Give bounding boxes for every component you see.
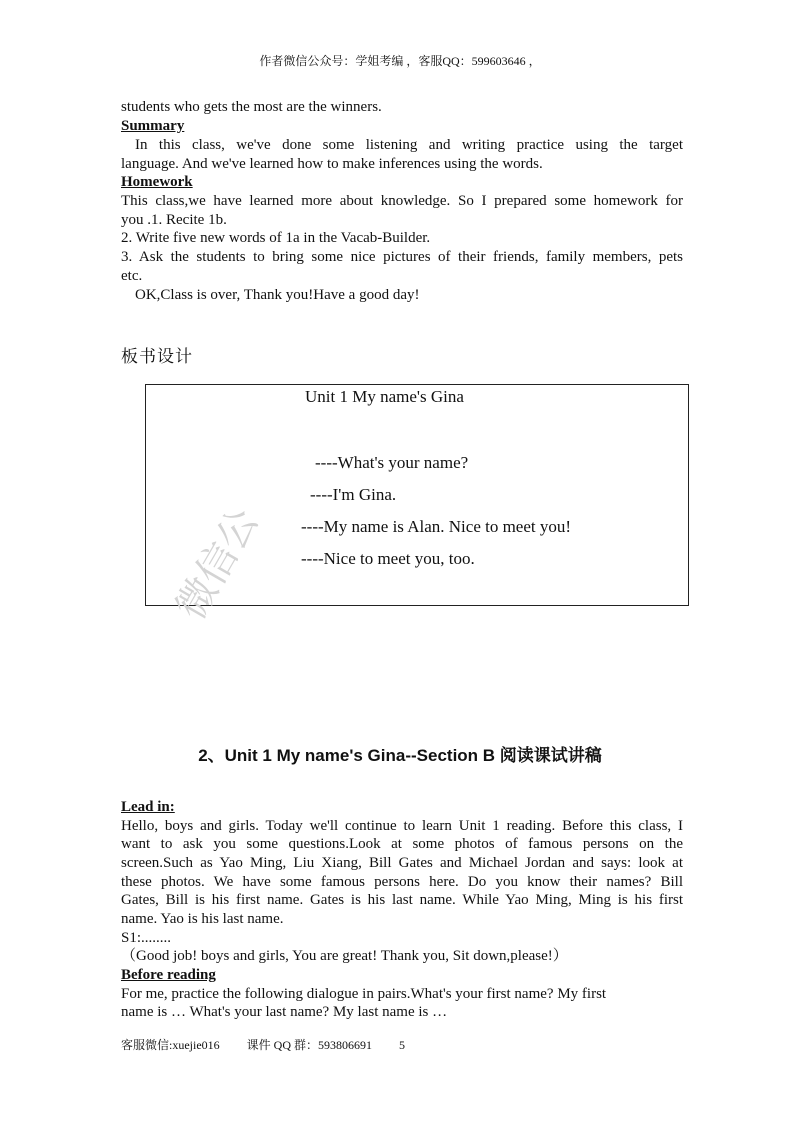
footer-qq-group: 课件 QQ 群：593806691 bbox=[246, 1038, 372, 1052]
text-line: screen.Such as Yao Ming, Liu Xiang, Bill Gates and Michael Jordan and says: look at bbox=[121, 855, 683, 871]
text-line: 2. Write five new words of 1a in the Vacab-Builder. bbox=[121, 230, 431, 246]
summary-heading: Summary bbox=[121, 118, 185, 134]
text-line: Gates, Bill is his first name. Gates is his last name. While Yao Ming, Ming is his first bbox=[121, 892, 683, 908]
text-line: This class,we have learned more about knowledge. So I prepared some homework for bbox=[121, 193, 683, 209]
board-line: ----My name is Alan. Nice to meet you! bbox=[301, 517, 572, 536]
watermark: 微信公 bbox=[167, 500, 268, 628]
text-line: 3. Ask the students to bring some nice pictures of their friends, family members, pets bbox=[121, 249, 683, 265]
text-line: etc. bbox=[121, 268, 143, 284]
text-line: For me, practice the following dialogue in pairs.What's your first name? My first bbox=[121, 986, 607, 1002]
text-line: want to ask you some questions.Look at some photos of famous persons on the bbox=[121, 836, 683, 852]
footer-wechat: 客服微信:xuejie016 bbox=[121, 1038, 220, 1052]
text-line: students who gets the most are the winners. bbox=[121, 99, 382, 115]
board-title: Unit 1 My name's Gina bbox=[305, 387, 464, 406]
text-line: language. And we've learned how to make inferences using the words. bbox=[121, 156, 543, 172]
text-line: In this class, we've done some listening and writing practice using the target bbox=[135, 137, 683, 153]
before-reading-heading: Before reading bbox=[121, 967, 216, 983]
text-line: name. Yao is his last name. bbox=[121, 911, 284, 927]
board-design-title: 板书设计 bbox=[121, 347, 193, 366]
board-line: ----I'm Gina. bbox=[310, 485, 397, 504]
text-line: OK,Class is over, Thank you!Have a good day! bbox=[135, 287, 420, 303]
text-line: these photos. We have some famous persons here. Do you know their names? Bill bbox=[121, 874, 683, 890]
lead-in-heading: Lead in: bbox=[121, 799, 175, 815]
text-line: you .1. Recite 1b. bbox=[121, 212, 227, 228]
page-header: 作者微信公众号：学姐考编 ，客服QQ：599603646 ， bbox=[259, 54, 541, 68]
page-footer bbox=[121, 1036, 429, 1053]
text-line: name is … What's your last name? My last name is … bbox=[121, 1004, 448, 1020]
text-line: （Good job! boys and girls, You are great! Thank you, Sit down,please!） bbox=[121, 948, 568, 964]
text-line: S1:........ bbox=[121, 930, 172, 946]
homework-heading: Homework bbox=[121, 174, 193, 190]
board-line: ----Nice to meet you, too. bbox=[301, 549, 475, 568]
board-line: ----What's your name? bbox=[315, 453, 469, 472]
page-number: 5 bbox=[399, 1038, 405, 1052]
section-title: 2、Unit 1 My name's Gina--Section B 阅读课试讲稿 bbox=[198, 746, 602, 765]
text-line: Hello, boys and girls. Today we'll continue to learn Unit 1 reading. Before this class, I bbox=[121, 818, 683, 834]
